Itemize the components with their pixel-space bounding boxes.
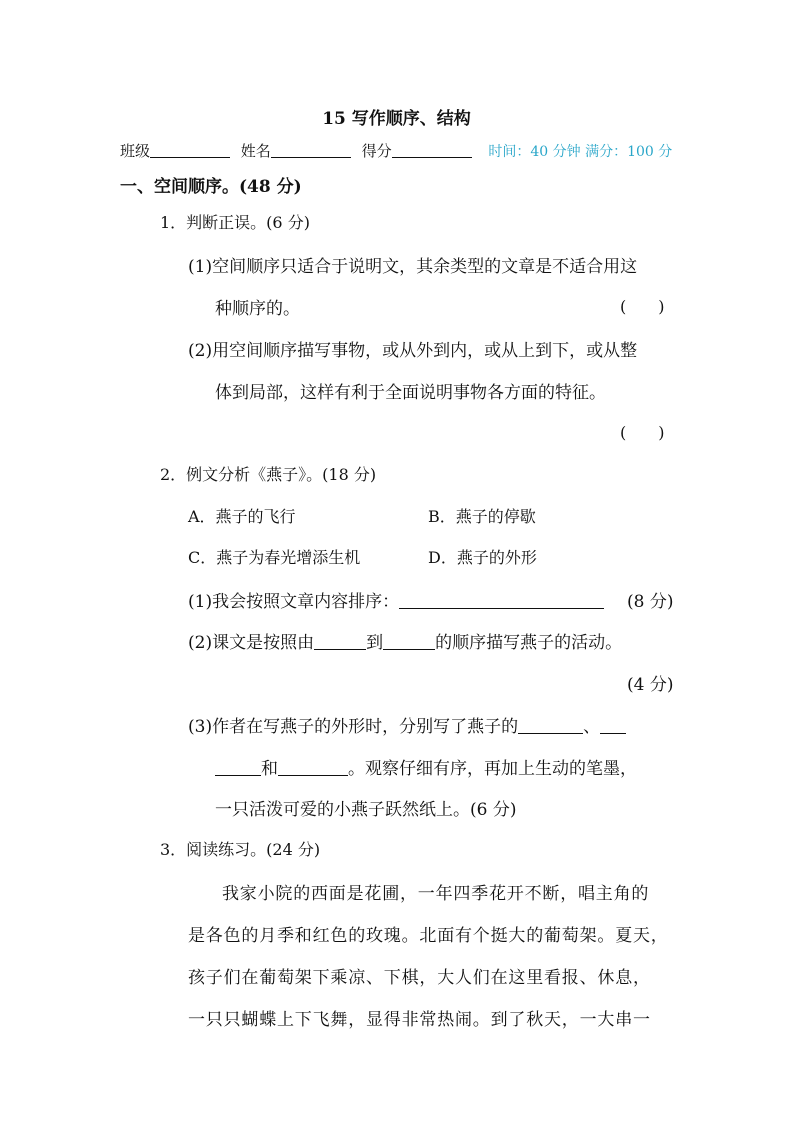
passage-line: 一只只蝴蝶上下飞舞，显得非常热闹。到了秋天，一大串一 (188, 1010, 651, 1030)
q2-sub1-score: (8 分) (627, 592, 674, 612)
name-blank[interactable] (271, 143, 351, 158)
q2-sub3-blank2-start[interactable] (600, 718, 626, 734)
q2-sub3-text1: (3)作者在写燕子的外形时，分别写了燕子的 (188, 717, 519, 737)
passage-line: 是各色的月季和红色的玫瑰。北面有个挺大的葡萄架。夏天， (188, 926, 669, 946)
q2-sub3-line1 (188, 712, 626, 737)
q2-sub2-a: (2)课文是按照由 (188, 633, 315, 653)
q1-item1-answer-paren[interactable]: ( ) (620, 297, 665, 316)
q2-sub1-blank[interactable] (399, 593, 604, 609)
q2-sub3-blank2-end[interactable] (215, 760, 261, 776)
q2-option-b: B．燕子的停歇 (428, 507, 536, 526)
q2-option-a: A．燕子的飞行 (188, 507, 296, 526)
q2-sub2-blank2[interactable] (383, 634, 435, 650)
q2-sub3-line2 (215, 754, 637, 779)
class-blank[interactable] (150, 143, 230, 158)
passage-line: 孩子们在葡萄架下乘凉、下棋，大人们在这里看报、休息， (188, 968, 651, 988)
section-heading: 一、空间顺序。(48 分) (120, 177, 302, 197)
q1-item2-answer-paren[interactable]: ( ) (620, 423, 665, 442)
time-info: 时间：40 分钟 满分：100 分 (488, 144, 673, 160)
score-label: 得分 (361, 142, 392, 160)
q2-option-d: D．燕子的外形 (428, 548, 537, 567)
class-label: 班级 (120, 142, 151, 160)
question-2-stem: 2．例文分析《燕子》。(18 分) (160, 465, 377, 484)
q2-option-c: C．燕子为春光增添生机 (188, 548, 361, 567)
q2-sub2-c: 的顺序描写燕子的活动。 (435, 633, 623, 653)
q2-sub2 (188, 628, 622, 653)
question-3-stem: 3．阅读练习。(24 分) (160, 840, 321, 859)
q2-sub3-and: 和 (261, 759, 278, 779)
passage-line: 我家小院的西面是花圃，一年四季花开不断，唱主角的 (222, 884, 650, 904)
page-title: 15 写作顺序、结构 (322, 109, 471, 129)
q1-item1-line2: 种顺序的。 (215, 299, 300, 319)
question-1-stem: 1．判断正误。(6 分) (160, 213, 310, 232)
q1-item2-line1: (2)用空间顺序描写事物，或从外到内，或从上到下，或从整 (188, 341, 638, 361)
q2-sub1-text: (1)我会按照文章内容排序： (188, 592, 400, 612)
q2-sub1 (188, 587, 604, 612)
q2-sub2-score: (4 分) (627, 675, 674, 695)
q2-sub3-line3: 一只活泼可爱的小燕子跃然纸上。(6 分) (215, 800, 517, 820)
q2-sub2-b: 到 (366, 633, 384, 653)
q2-sub2-blank1[interactable] (314, 634, 366, 650)
name-label: 姓名 (240, 142, 271, 160)
score-blank[interactable] (392, 143, 472, 158)
q2-sub3-blank3[interactable] (278, 760, 348, 776)
q2-sub3-text2: 。观察仔细有序，再加上生动的笔墨， (348, 759, 637, 779)
q2-sub3-sep: 、 (583, 717, 601, 737)
student-info-row (120, 140, 672, 161)
q1-item2-line2: 体到局部，这样有利于全面说明事物各方面的特征。 (215, 383, 606, 403)
q2-sub3-blank1[interactable] (518, 718, 583, 734)
q1-item1-line1: (1)空间顺序只适合于说明文，其余类型的文章是不适合用这 (188, 257, 638, 277)
